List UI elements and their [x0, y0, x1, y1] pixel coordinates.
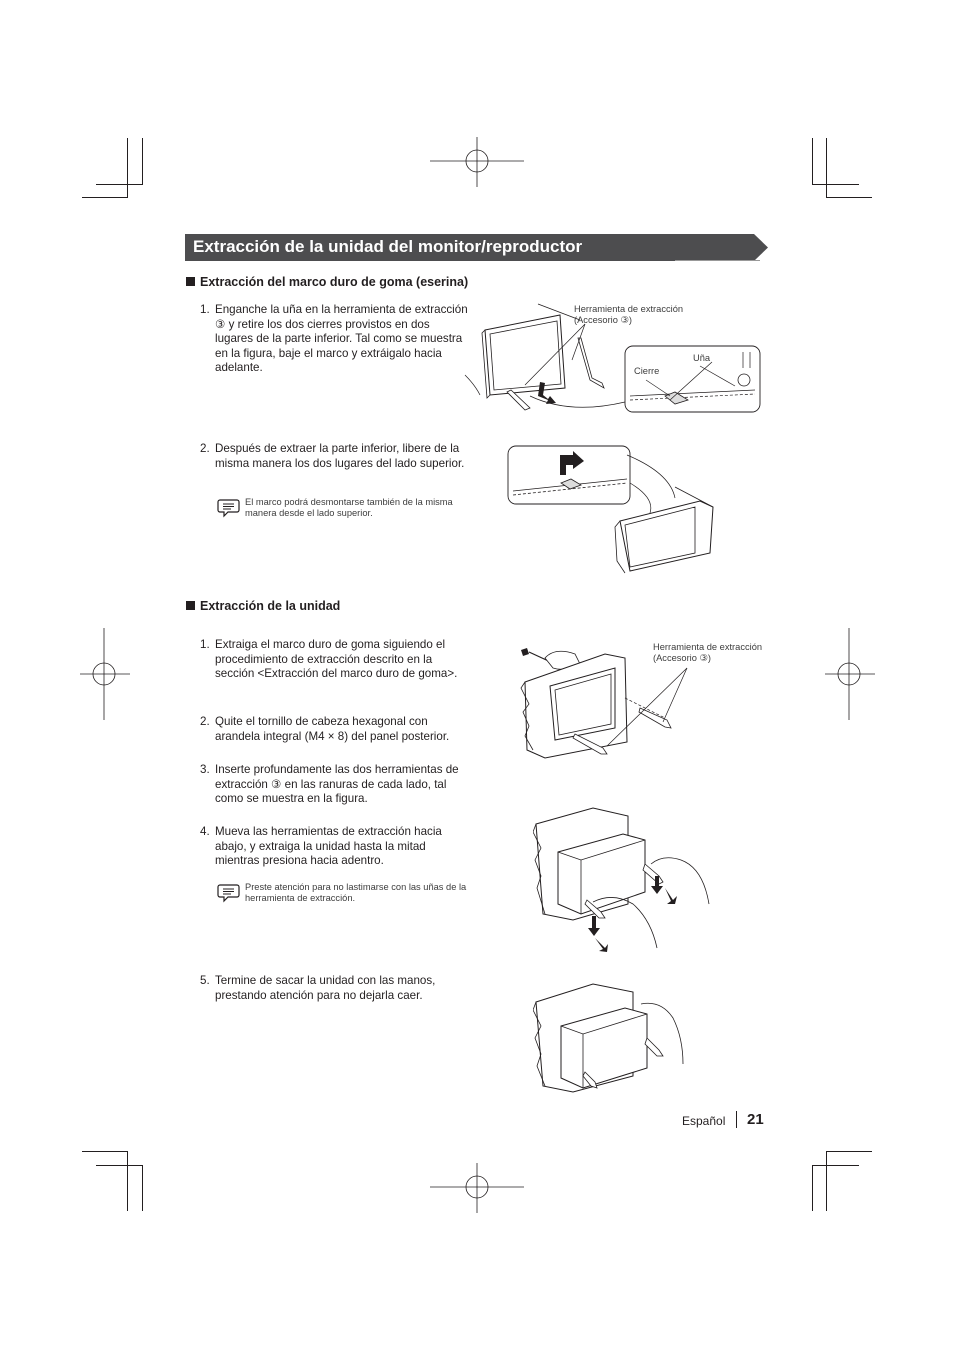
bullet-square-icon — [186, 277, 195, 286]
section-heading-text: Extracción del marco duro de goma (eserina) — [200, 275, 469, 289]
note-icon — [217, 497, 241, 519]
step-text: Extraiga el marco duro de goma siguiendo el procedimiento de extracción descrito en la sección <Extracción del marco duro de goma>. — [215, 638, 458, 681]
figure-label-claw: Uña — [693, 353, 711, 363]
step-item — [200, 442, 468, 488]
crop-mark-icon — [826, 138, 827, 198]
step-number: 4. — [200, 825, 210, 838]
page-number: 21 — [747, 1111, 764, 1128]
crop-mark-icon — [82, 1151, 128, 1152]
crop-mark-icon — [96, 1165, 143, 1166]
step-item — [200, 974, 468, 1004]
note-icon — [217, 882, 241, 904]
crop-mark-icon — [812, 1165, 859, 1166]
step-item — [200, 638, 468, 698]
step-number: 2. — [200, 442, 210, 455]
figure-frame-top-removal — [505, 443, 717, 580]
footer-language: Español — [682, 1114, 726, 1128]
section-heading-frame-removal — [186, 275, 468, 289]
step-number: 3. — [200, 763, 210, 776]
crop-mark-icon — [82, 197, 128, 198]
figure-pull-unit-full — [533, 980, 685, 1095]
crop-mark-icon — [812, 138, 813, 185]
crop-mark-icon — [127, 1151, 128, 1211]
registration-mark-icon — [430, 137, 524, 187]
section-heading-unit-removal — [186, 599, 340, 613]
crop-mark-icon — [127, 138, 128, 198]
step-number: 2. — [200, 715, 210, 728]
bullet-square-icon — [186, 601, 195, 610]
step-text: Después de extraer la parte inferior, libere de la misma manera los dos lugares del lado superior. — [215, 442, 465, 470]
crop-mark-icon — [812, 184, 859, 185]
step-number: 5. — [200, 974, 210, 987]
crop-mark-icon — [142, 1165, 143, 1211]
step-item — [200, 303, 468, 378]
footer-separator — [736, 1111, 737, 1128]
figure-label-tool: Herramienta de extracción (Accesorio ③) — [653, 642, 763, 663]
note-text: El marco podrá desmontarse también de la misma manera desde el lado superior. — [245, 497, 453, 519]
crop-mark-icon — [96, 184, 143, 185]
crop-mark-icon — [826, 1151, 872, 1152]
step-text: Enganche la uña en la herramienta de extracción ③ y retire los dos cierres provistos en dos lugares de la parte inferior. Tal como se muestra en la figura, baje el marco y extráigalo hacia adelante. — [215, 303, 468, 375]
title-bar — [185, 234, 768, 261]
crop-mark-icon — [826, 197, 872, 198]
registration-mark-icon — [825, 628, 875, 720]
step-text: Quite el tornillo de cabeza hexagonal con arandela integral (M4 × 8) del panel posterior. — [215, 715, 450, 743]
crop-mark-icon — [826, 1151, 827, 1211]
step-text: Mueva las herramientas de extracción hacia abajo, y extraiga la unidad hasta la mitad mientras presiona hacia adentro. — [215, 825, 442, 868]
registration-mark-icon — [80, 628, 130, 720]
step-text: Termine de sacar la unidad con las manos, prestando atención para no dejarla caer. — [215, 974, 436, 1002]
section-heading-text: Extracción de la unidad — [200, 599, 341, 613]
note — [217, 497, 467, 523]
registration-mark-icon — [430, 1163, 524, 1213]
page-title: Extracción de la unidad del monitor/reproductor — [193, 237, 583, 256]
crop-mark-icon — [142, 138, 143, 185]
step-item — [200, 715, 468, 745]
note-text: Preste atención para no lastimarse con las uñas de la herramienta de extracción. — [245, 882, 467, 904]
step-number: 1. — [200, 303, 210, 316]
note — [217, 882, 467, 908]
step-item — [200, 825, 468, 870]
step-number: 1. — [200, 638, 210, 651]
figure-pull-unit-half — [533, 804, 713, 952]
crop-mark-icon — [812, 1165, 813, 1211]
figure-label-latch: Cierre — [634, 366, 660, 376]
step-text: Inserte profundamente las dos herramientas de extracción ③ en las ranuras de cada lado, tal como se muestra en la figura. — [215, 763, 459, 806]
step-item — [200, 763, 468, 808]
figure-label-tool: Herramienta de extracción (Accesorio ③) — [574, 304, 684, 325]
